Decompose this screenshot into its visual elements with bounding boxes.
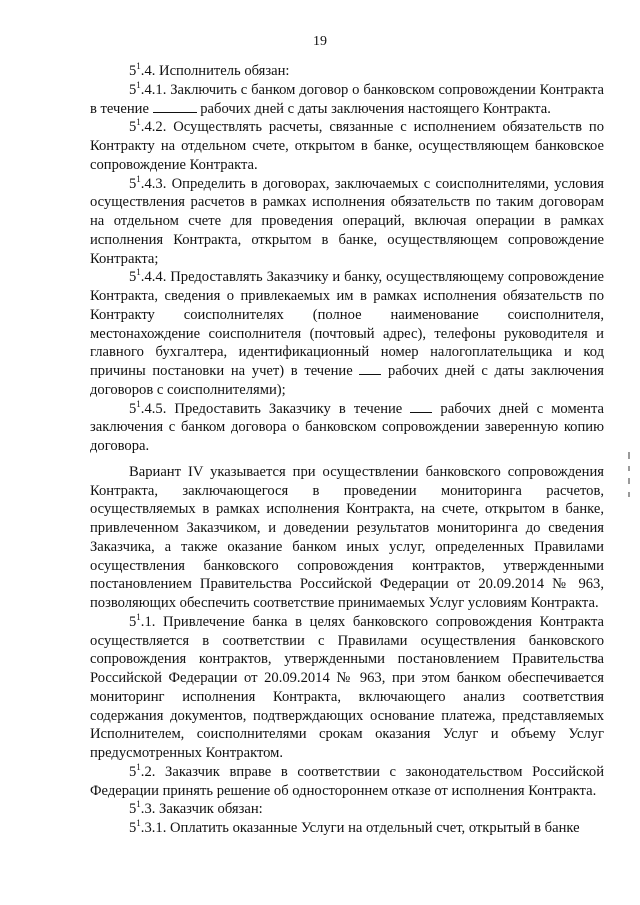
- clause-5-1-4-5: [90, 400, 604, 456]
- clause-text: .4.3. Определить в договорах, заключаемых с соисполнителями, условия осуществления расчетов в рамках исполнения обязательств по таким договорам на отдельном счете для проведения операций, включая операции в рамках исполнения Контракта, открытом в банке, осуществляющем сопровождение Контракта;: [90, 175, 604, 267]
- clause-superscript: 1: [136, 117, 141, 128]
- clause-superscript: 1: [136, 799, 141, 810]
- clause-text: .1. Привлечение банка в целях банковского сопровождения Контракта осуществляется в соответствии с Правилами осуществления банковского сопровождения контрактов, утвержденными постановлением Правительства Российской Федерации от 20.09.2014 № 963, при этом банком обеспечивается мониторинг исполнения Контракта, включающего анализ соответствия содержания документов, подтверждающих основание платежа, представляемых Исполнителем, соисполнителями срокам оказания Услуг и объему Услуг предусмотренных Контрактом.: [90, 613, 604, 761]
- clause-text: .2. Заказчик вправе в соответствии с законодательством Российской Федерации принять решение об одностороннем отказе от исполнения Контракта.: [90, 763, 604, 799]
- clause-superscript: 1: [136, 79, 141, 90]
- clause-superscript: 1: [136, 398, 141, 409]
- clause-5-1-2: [90, 763, 604, 801]
- clause-number-prefix: 5: [129, 119, 137, 136]
- clause-5-1-4: [90, 62, 604, 81]
- clause-5-1-4-1: [90, 81, 604, 119]
- clause-text: .4.5. Предоставить Заказчику в течение: [140, 400, 411, 417]
- clause-superscript: 1: [136, 173, 141, 184]
- scan-margin-mark: [628, 492, 630, 497]
- document-body: [90, 62, 604, 838]
- clause-5-1-4-2: [90, 118, 604, 174]
- clause-superscript: 1: [136, 267, 141, 278]
- clause-text: .4.1. Заключить с банком договор о банковском сопровождении Контракта в течение: [90, 81, 604, 117]
- clause-number-prefix: 5: [129, 175, 137, 192]
- clause-5-1-4-4: [90, 268, 604, 399]
- clause-superscript: 1: [136, 611, 141, 622]
- blank-days-field: [359, 362, 381, 375]
- clause-text: Вариант IV указывается при осуществлении банковского сопровождения Контракта, заключающегося в проведении мониторинга расчетов, осуществляемых в рамках исполнения Контракта, на счете, открытом в банке, привлеченном Заказчиком, и доведении результатов мониторинга до сведения Заказчика, а также оказание банком иных услуг, определенных Правилами осуществления банковского сопровождения контрактов, утвержденными постановлением Правительства Российской Федерации от 20.09.2014 № 963, позволяющих обеспечить соответствие принимаемых Услуг условиям Контракта.: [90, 463, 604, 611]
- clause-text: .4.4. Предоставлять Заказчику и банку, осуществляющему сопровождение Контракта, сведения о привлекаемых им в рамках исполнения обязательств по Контракту соисполнителях (полное наименование соисполнителя, местонахождение соисполнителя (почтовый адрес), телефоны руководителя и главного бухгалтера, идентификационный номер налогоплательщика и код причины постановки на учет) в течение: [90, 269, 604, 379]
- clause-text: .4.2. Осуществлять расчеты, связанные с исполнением обязательств по Контракту на отдельном счете, открытом в банке, осуществляющем банковское сопровождение Контракта.: [90, 119, 604, 173]
- clause-5-1-3: [90, 800, 604, 819]
- clause-number-prefix: 5: [129, 400, 137, 417]
- clause-number-prefix: 5: [129, 801, 137, 818]
- clause-5-1-3-1: [90, 819, 604, 838]
- clause-text: .3.1. Оплатить оказанные Услуги на отдельный счет, открытый в банке: [140, 820, 580, 836]
- scan-margin-mark: [628, 452, 630, 459]
- clause-number-prefix: 5: [129, 613, 137, 630]
- clause-5-1-4-3: [90, 175, 604, 269]
- clause-text: .3. Заказчик обязан:: [140, 801, 263, 818]
- clause-number-prefix: 5: [129, 63, 137, 79]
- clause-number-prefix: 5: [129, 820, 137, 836]
- scan-margin-mark: [628, 478, 630, 484]
- clause-number-prefix: 5: [129, 269, 137, 286]
- clause-number-prefix: 5: [129, 81, 137, 98]
- clause-text: .4. Исполнитель обязан:: [140, 63, 290, 79]
- blank-days-field: [153, 100, 197, 113]
- clause-number-prefix: 5: [129, 763, 137, 780]
- clause-superscript: 1: [136, 61, 141, 72]
- clause-5-1-1: [90, 613, 604, 763]
- scan-margin-mark: [628, 466, 630, 471]
- clause-text: рабочих дней с даты заключения настоящего Контракта.: [196, 100, 551, 117]
- blank-days-field: [410, 400, 432, 413]
- clause-text: рабочих дней с даты заключения договоров с соисполнителями);: [90, 363, 604, 398]
- clause-superscript: 1: [136, 818, 141, 829]
- page-number: 19: [313, 34, 327, 49]
- variant-iv-paragraph: [90, 463, 604, 613]
- clause-superscript: 1: [136, 761, 141, 772]
- clause-text: рабочих дней с момента заключения с банком договора о банковском сопровождении заверенную копию договора.: [90, 400, 605, 454]
